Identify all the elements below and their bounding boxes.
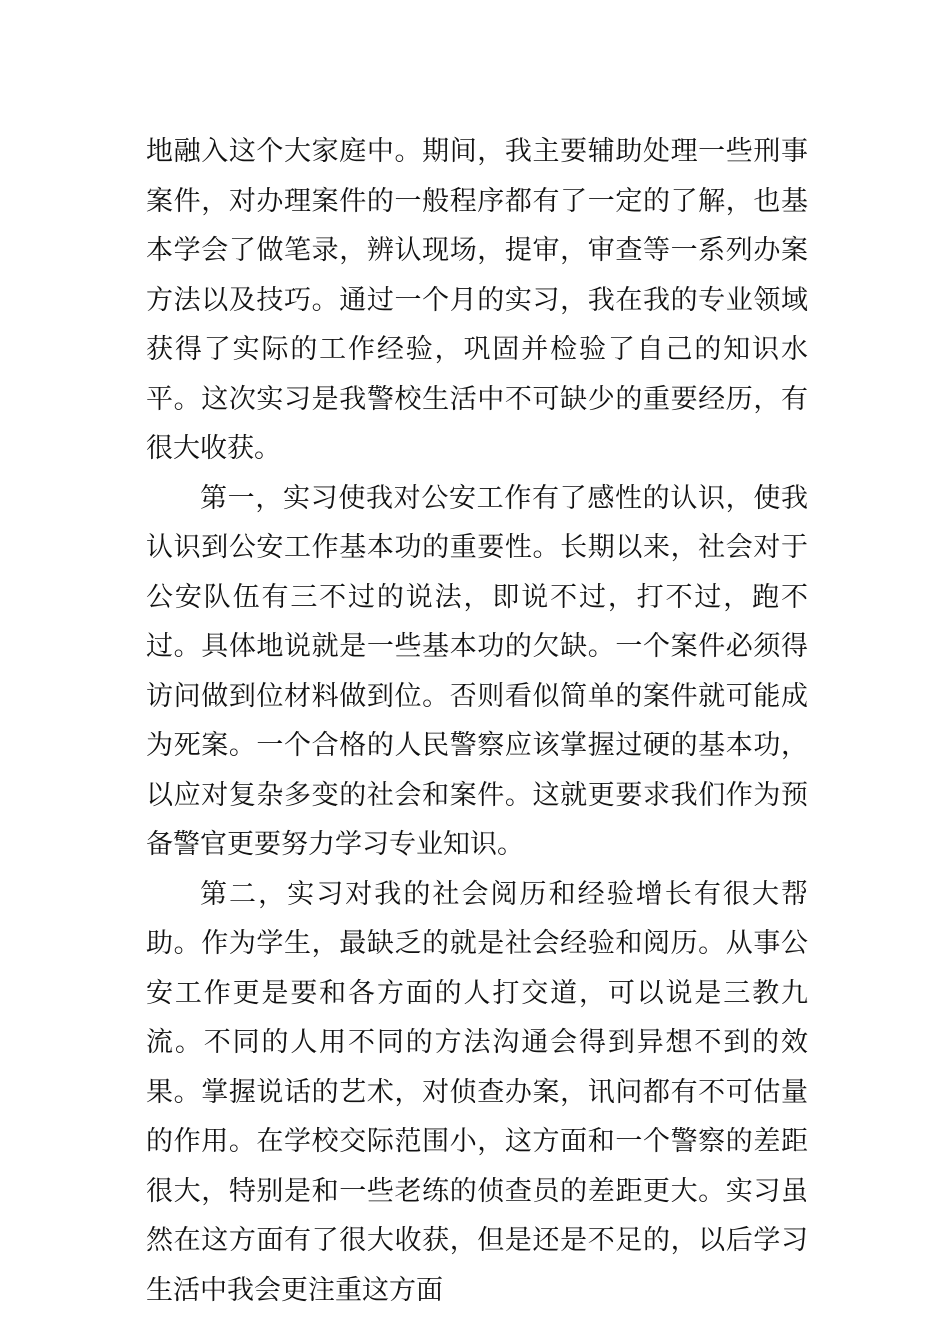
paragraph-first-point: 第一，实习使我对公安工作有了感性的认识，使我认识到公安工作基本功的重要性。长期以来，社会对于公安队伍有三不过的说法，即说不过，打不过，跑不过。具体地说就是一些基本功的欠缺。一个案件必须得访问做到位材料做到位。否则看似简单的案件就可能成为死案。一个合格的人民警察应该掌握过硬的基本功，以应对复杂多变的社会和案件。这就更要求我们作为预备警官更要努力学习专业知识。 (146, 482, 808, 860)
document-body (146, 127, 808, 1315)
paragraph-continued: 地融入这个大家庭中。期间，我主要辅助处理一些刑事案件，对办理案件的一般程序都有了一定的了解，也基本学会了做笔录，辨认现场，提审，审查等一系列办案方法以及技巧。通过一个月的实习，我在我的专业领域获得了实际的工作经验，巩固并检验了自己的知识水平。这次实习是我警校生活中不可缺少的重要经历，有很大收获。 (146, 136, 808, 464)
paragraph-second-point: 第二，实习对我的社会阅历和经验增长有很大帮助。作为学生，最缺乏的就是社会经验和阅历。从事公安工作更是要和各方面的人打交道，可以说是三教九流。不同的人用不同的方法沟通会得到异想不到的效果。掌握说话的艺术，对侦查办案，讯问都有不可估量的作用。在学校交际范围小，这方面和一个警察的差距很大，特别是和一些老练的侦查员的差距更大。实习虽然在这方面有了很大收获，但是还是不足的，以后学习生活中我会更注重这方面 (146, 878, 808, 1306)
